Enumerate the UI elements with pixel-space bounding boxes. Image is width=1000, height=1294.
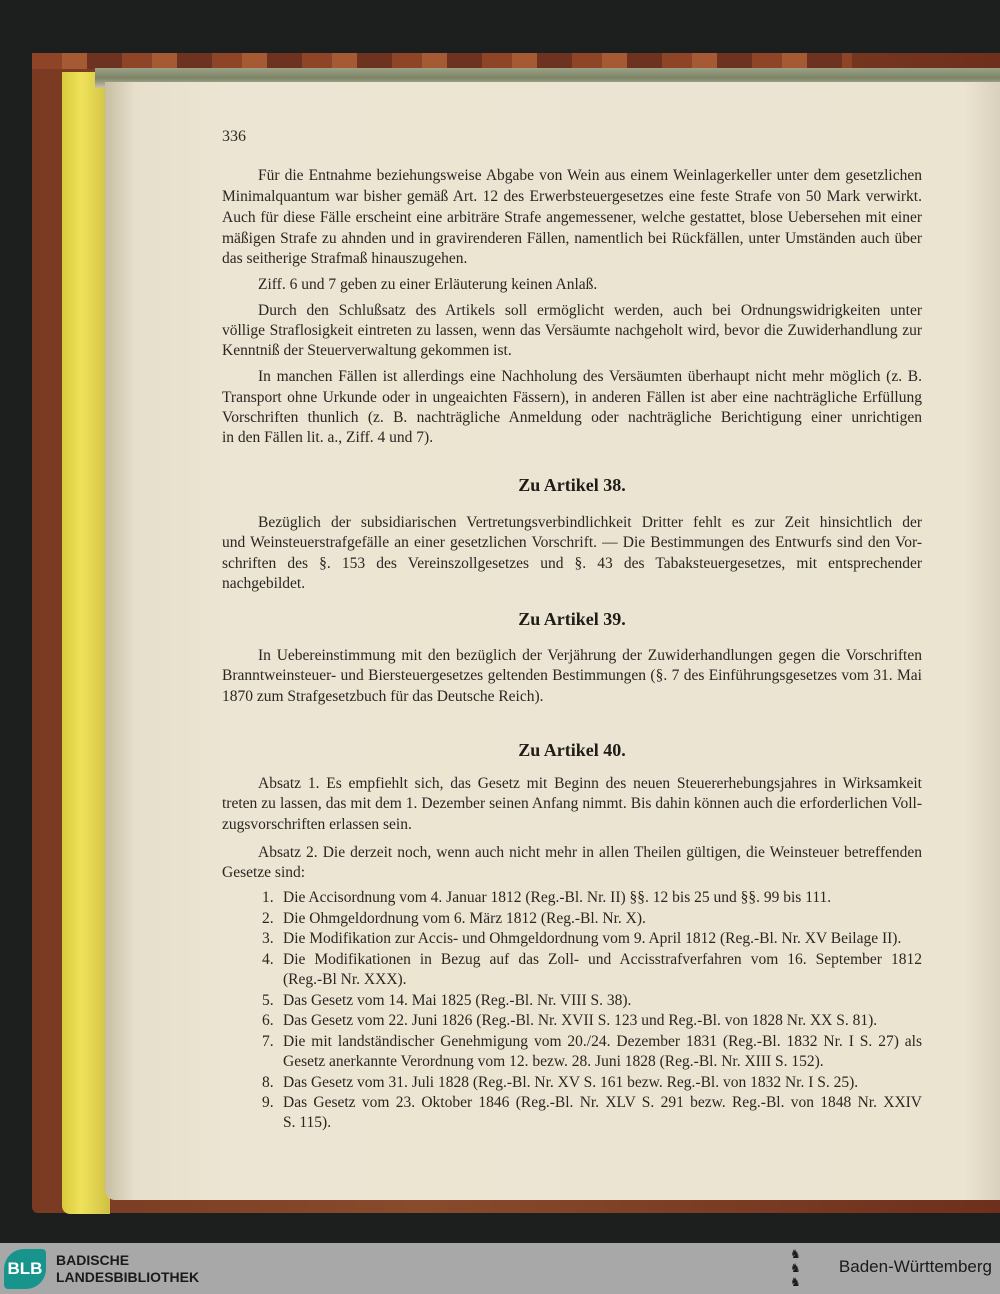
blb-logo[interactable]: BLB (4, 1249, 46, 1289)
list-item-text: Gesetz anerkannte Verordnung vom 12. bezw. 28. Juni 1828 (Reg.-Bl. Nr. XIII S. 152). (283, 1053, 824, 1070)
three-lions-coat-of-arms-icon: ♞ ♞ ♞ (790, 1247, 801, 1289)
footer-bar (0, 1243, 1000, 1294)
list-item-text: Die Accisordnung vom 4. Januar 1812 (Reg.-Bl. Nr. II) §§. 12 bis 25 und §§. 99 bis 111. (283, 889, 832, 906)
section-heading: Zu Artikel 40. (518, 740, 626, 760)
list-item-number: 2. (262, 910, 274, 927)
section-heading: Zu Artikel 38. (518, 475, 626, 495)
paragraph-line: treten zu lassen, das mit dem 1. Dezember seinen Anfang nimmt. Bis dahin können auch die erforderlichen Voll- (222, 795, 922, 812)
list-item-number: 3. (262, 930, 274, 947)
list-item-text: Die Modifikation zur Accis- und Ohmgeldordnung vom 9. April 1812 (Reg.-Bl. Nr. XV Beilage II). (283, 930, 902, 947)
paragraph-line: 1870 zum Strafgesetzbuch für das Deutsche Reich). (222, 688, 544, 705)
paragraph-line: Durch den Schlußsatz des Artikels soll ermöglicht werden, auch bei Ordnungswidrigkeiten unter (258, 302, 922, 319)
list-item-text: (Reg.-Bl Nr. XXX). (283, 971, 407, 988)
paragraph-line: In manchen Fällen ist allerdings eine Nachholung des Versäumten überhaupt nicht mehr möglich (z. B. (258, 368, 922, 385)
paragraph-line: zugsvorschriften erlassen sein. (222, 816, 412, 833)
paragraph-line: Minimalquantum war bisher gemäß Art. 12 des Erwerbsteuergesetzes eine feste Strafe von 50 Mark verwirkt. (222, 188, 922, 205)
list-item-text: Die mit landständischer Genehmigung vom 20./24. Dezember 1831 (Reg.-Bl. 1832 Nr. I S. 27) als (283, 1033, 922, 1050)
list-item-text: Das Gesetz vom 14. Mai 1825 (Reg.-Bl. Nr. VIII S. 38). (283, 992, 632, 1009)
list-item-text: S. 115). (283, 1114, 332, 1131)
list-item-number: 1. (262, 889, 274, 906)
blb-name (56, 1252, 199, 1286)
list-item-number: 7. (262, 1033, 274, 1050)
paragraph-line: Bezüglich der subsidiarischen Vertretungsverbindlichkeit Dritter fehlt es zur Zeit hinsichtlich der (258, 514, 922, 531)
paragraph-line: Für die Entnahme beziehungsweise Abgabe von Wein aus einem Weinlagerkeller unter dem gesetzlichen (258, 167, 922, 184)
section-heading: Zu Artikel 39. (518, 609, 626, 629)
paragraph-line: Ziff. 6 und 7 geben zu einer Erläuterung keinen Anlaß. (258, 276, 598, 293)
paragraph-line: Kenntniß der Steuerverwaltung gekommen ist. (222, 342, 512, 359)
book-cover-marbling (32, 53, 852, 69)
list-item-text: Das Gesetz vom 23. Oktober 1846 (Reg.-Bl. Nr. XLV S. 291 bezw. Reg.-Bl. von 1848 Nr. XXIV (283, 1094, 922, 1111)
page-number: 336 (222, 128, 246, 145)
blb-name-line1: BADISCHE (56, 1252, 130, 1268)
paragraph-line: mäßigen Strafe zu ahnden und in gravirenderen Fällen, namentlich bei Rückfällen, unter Umständen auch über (222, 230, 922, 247)
paragraph-line: völlige Straflosigkeit eintreten zu lassen, wenn das Versäumte nachgeholt wird, bevor die Zuwiderhandlung zur (222, 322, 922, 339)
list-item-text: Das Gesetz vom 31. Juli 1828 (Reg.-Bl. Nr. XV S. 161 bezw. Reg.-Bl. von 1832 Nr. I S. 25). (283, 1074, 859, 1091)
list-item-number: 5. (262, 992, 274, 1009)
list-item-text: Die Ohmgeldordnung vom 6. März 1812 (Reg.-Bl. Nr. X). (283, 910, 646, 927)
paragraph-line: Vorschriften thunlich (z. B. nachträgliche Anmeldung oder nachträgliche Berichtigung einer unrichtigen (222, 409, 922, 426)
paragraph-line: Absatz 2. Die derzeit noch, wenn auch nicht mehr in allen Theilen gültigen, die Weinsteuer betreffenden (258, 844, 922, 861)
paragraph-line: das seitherige Strafmaß hinauszugehen. (222, 250, 468, 267)
list-item-number: 8. (262, 1074, 274, 1091)
paragraph-line: in den Fällen lit. a., Ziff. 4 und 7). (222, 429, 434, 446)
paragraph-line: Absatz 1. Es empfiehlt sich, das Gesetz mit Beginn des neuen Steuererhebungsjahres in Wirksamkeit (258, 775, 922, 792)
paragraph-line: Gesetze sind: (222, 864, 306, 881)
paragraph-line: Auch für diese Fälle erscheint eine arbiträre Strafe angemessener, welche gestattet, blose Uebersehen mit einer (222, 209, 922, 226)
list-item-number: 4. (262, 951, 274, 968)
paragraph-line: schriften des §. 153 des Vereinszollgesetzes und §. 43 des Tabaksteuergesetzes, mit entsprechender (222, 555, 922, 572)
paragraph-line: In Uebereinstimmung mit den bezüglich der Verjährung der Zuwiderhandlungen gegen die Vorschriften (258, 647, 922, 664)
blb-name-line2: LANDESBIBLIOTHEK (56, 1269, 200, 1285)
list-item-number: 6. (262, 1012, 274, 1029)
list-item-text: Das Gesetz vom 22. Juni 1826 (Reg.-Bl. Nr. XVII S. 123 und Reg.-Bl. von 1828 Nr. XX S. 81). (283, 1012, 878, 1029)
paragraph-line: Transport ohne Urkunde oder in ungeaichten Fässern), in anderen Fällen ist aber eine nachträgliche Erfüllung (222, 389, 922, 406)
baden-wuerttemberg-logo[interactable]: Baden-Württemberg (838, 1257, 992, 1276)
paragraph-line: nachgebildet. (222, 575, 306, 592)
page-edges (62, 72, 110, 1214)
list-item-number: 9. (262, 1094, 274, 1111)
paragraph-line: Branntweinsteuer- und Biersteuergesetzes geltenden Bestimmungen (§. 7 des Einführungsgesetzes vom 31. Mai (222, 667, 922, 684)
paragraph-line: und Weinsteuerstrafgefälle an einer gesetzlichen Vorschrift. — Die Bestimmungen des Entwurfs sind den Vor- (222, 534, 922, 551)
list-item-text: Die Modifikationen in Bezug auf das Zoll- und Accisstrafverfahren vom 16. September 1812 (283, 951, 922, 968)
